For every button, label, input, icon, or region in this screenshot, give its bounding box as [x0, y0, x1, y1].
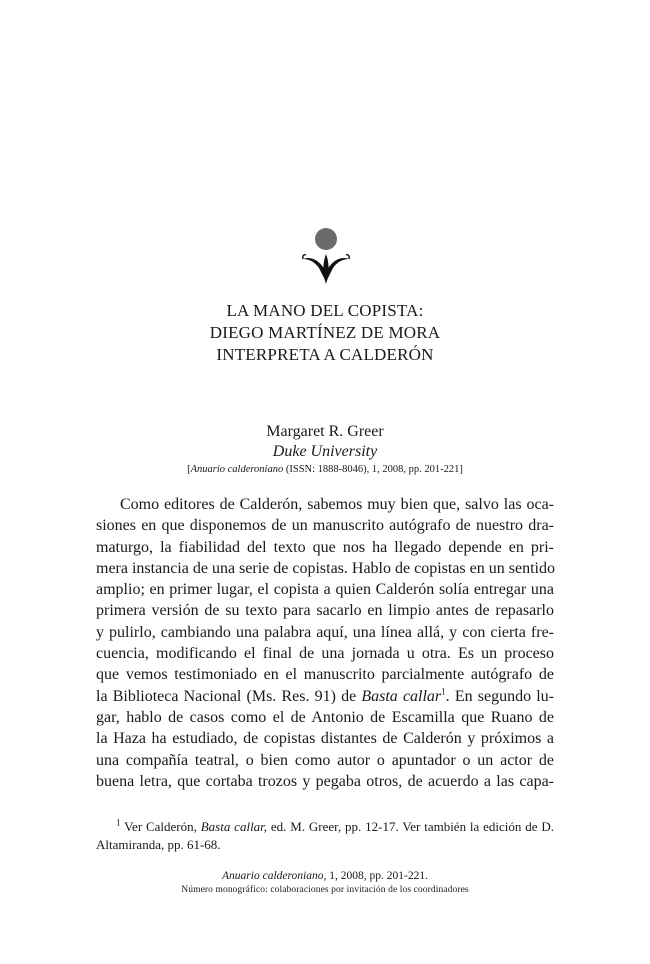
footnote-line — [96, 818, 554, 836]
body-line: amplio; en primer lugar, el copista a quien Calderón solía entregar una — [96, 581, 554, 599]
body-line — [96, 686, 554, 707]
footnote-line: Altamiranda, pp. 61-68. — [96, 837, 221, 852]
title-line: DIEGO MARTÍNEZ DE MORA — [209, 323, 441, 342]
citation-details: (ISSN: 1888-8046), 1, 2008, pp. 201-221] — [283, 464, 463, 475]
body-line: cuencia, modificando el final de una jornada u otra. Es un proceso — [96, 645, 554, 663]
work-title: Basta callar — [361, 687, 442, 705]
body-line: buena letra, que cortaba trozos y pegaba otros, de acuerdo a las capa- — [96, 772, 554, 790]
fleuron-icon — [301, 226, 351, 286]
body-line: una compañía teatral, o bien como autor o apuntador o un actor de — [96, 751, 554, 769]
footnote-text: ed. M. Greer, pp. 12-17. Ver también la edición de D. — [267, 819, 554, 834]
footer-citation — [0, 869, 650, 884]
citation-line — [0, 463, 650, 477]
body-text-segment: . En segundo lu- — [445, 687, 555, 705]
author-affiliation: Duke University — [272, 443, 378, 460]
footer-journal: Anuario calderoniano — [222, 870, 324, 882]
body-line: la Haza ha estudiado, de copistas distantes de Calderón y próximos a — [96, 730, 554, 748]
body-line: mera instancia de una serie de copistas. Hablo de copistas en un sentido — [96, 559, 555, 577]
footer-details: , 1, 2008, pp. 201-221. — [323, 870, 428, 882]
citation-open: [ — [187, 464, 191, 475]
body-text — [96, 494, 554, 792]
article-title — [0, 300, 650, 366]
footnote — [96, 818, 554, 854]
author-name: Margaret R. Greer — [266, 423, 384, 440]
footnote-mark: 1 — [116, 817, 121, 828]
body-line: primera versión de su texto para sacarlo en limpio antes de repasarlo — [96, 602, 554, 620]
citation-journal: Anuario calderoniano — [190, 464, 284, 475]
footer-note: Número monográfico: colaboraciones por invitación de los coordinadores — [181, 885, 469, 895]
body-line: y pulirlo, cambiando una palabra aquí, una línea allá, y con cierta fre- — [96, 623, 554, 641]
body-line: maturgo, la fiabilidad del texto que nos ha llegado depende en pri- — [96, 538, 554, 556]
page-footer — [0, 869, 650, 897]
title-line: INTERPRETA A CALDERÓN — [216, 345, 434, 364]
title-line: LA MANO DEL COPISTA: — [226, 301, 424, 320]
footnote-reference[interactable]: 1 — [441, 686, 446, 697]
body-line: gar, hablo de casos como el de Antonio de Escamilla que Ruano de — [96, 708, 554, 726]
body-line: siones en que disponemos de un manuscrito autógrafo de nuestro dra- — [96, 517, 554, 535]
body-line: que vemos testimoniado en el manuscrito parcialmente autógrafo de — [96, 666, 554, 684]
footnote-text: Ver Calderón, — [120, 819, 201, 834]
body-text-segment: la Biblioteca Nacional (Ms. Res. 91) de — [96, 687, 362, 705]
footnote-work-title: Basta callar, — [200, 819, 268, 834]
author-block — [0, 422, 650, 462]
body-line: Como editores de Calderón, sabemos muy bien que, salvo las oca- — [120, 496, 554, 513]
